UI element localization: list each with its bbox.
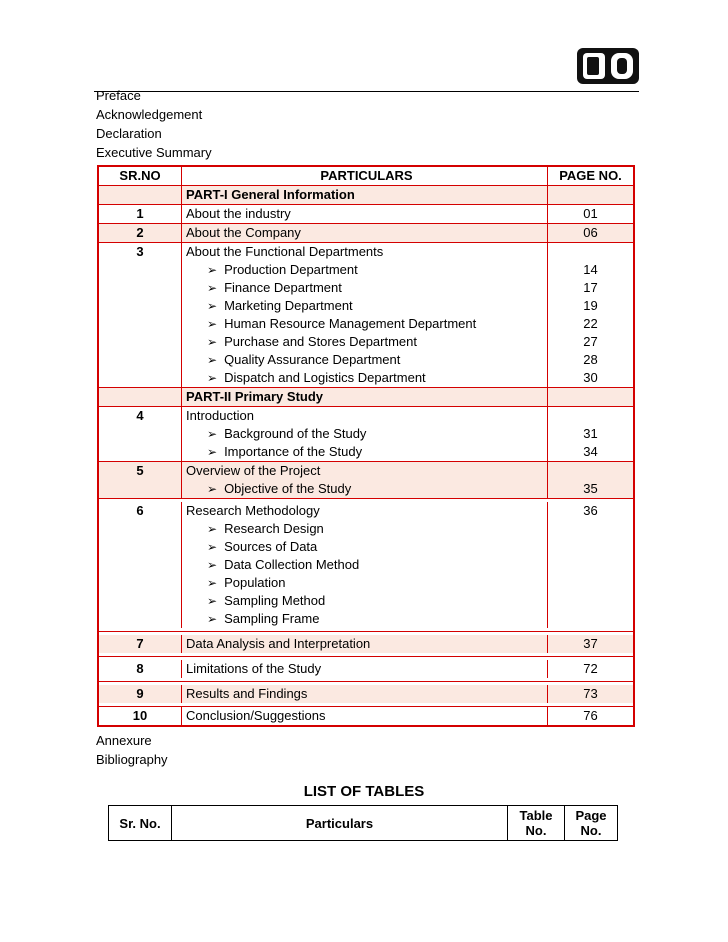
page-number: 28 bbox=[583, 352, 598, 367]
row-page bbox=[548, 407, 633, 461]
row-page bbox=[548, 388, 633, 406]
srno-text bbox=[99, 186, 181, 204]
back-matter-item: Bibliography bbox=[96, 752, 168, 767]
list-of-tables bbox=[108, 805, 618, 841]
sub-item: ➢ Quality Assurance Department bbox=[186, 351, 547, 369]
row-srno bbox=[99, 660, 182, 678]
back-matter-list bbox=[96, 733, 168, 771]
row-particulars bbox=[182, 186, 548, 204]
row-page bbox=[548, 186, 633, 204]
srno-text bbox=[99, 388, 181, 406]
front-matter-list bbox=[96, 88, 212, 164]
page-number: 19 bbox=[583, 298, 598, 313]
section-title: PART-I General Information bbox=[186, 187, 355, 202]
front-matter-item: Preface bbox=[96, 88, 141, 103]
section-title: Research Methodology bbox=[186, 503, 320, 518]
page-number: 31 bbox=[583, 426, 598, 441]
row-particulars bbox=[182, 243, 548, 387]
row-page bbox=[548, 243, 633, 387]
contents-row bbox=[99, 657, 633, 682]
row-page bbox=[548, 502, 633, 628]
contents-row bbox=[99, 462, 633, 499]
page-number: 17 bbox=[583, 280, 598, 295]
row-srno bbox=[99, 224, 182, 242]
row-srno bbox=[99, 502, 182, 628]
row-srno bbox=[99, 635, 182, 653]
front-matter-item: Declaration bbox=[96, 126, 162, 141]
page-number bbox=[548, 243, 633, 261]
page-number: 76 bbox=[583, 708, 598, 723]
row-srno bbox=[99, 243, 182, 387]
row-particulars bbox=[182, 635, 548, 653]
section-title: Overview of the Project bbox=[186, 463, 321, 478]
sub-item: ➢ Human Resource Management Department bbox=[186, 315, 547, 333]
sub-item: ➢ Population bbox=[186, 574, 547, 592]
sub-item: ➢ Dispatch and Logistics Department bbox=[186, 369, 547, 387]
page-number bbox=[548, 407, 633, 425]
sub-item: ➢ Sampling Method bbox=[186, 592, 547, 610]
page-number bbox=[548, 556, 633, 574]
row-particulars bbox=[182, 205, 548, 223]
header-page: PAGE NO. bbox=[559, 168, 622, 183]
page-number: 72 bbox=[583, 661, 598, 676]
sub-item: ➢ Research Design bbox=[186, 520, 547, 538]
sub-item: ➢ Sampling Frame bbox=[186, 610, 547, 628]
row-page bbox=[548, 224, 633, 242]
header-srno: SR.NO bbox=[99, 167, 182, 185]
srno-text: 5 bbox=[136, 463, 144, 478]
page-number: 30 bbox=[583, 370, 598, 385]
front-matter-item: Acknowledgement bbox=[96, 107, 203, 122]
srno-text: 8 bbox=[136, 661, 144, 676]
row-srno bbox=[99, 707, 182, 725]
srno-text: 7 bbox=[136, 636, 144, 651]
lot-header-page: Page No. bbox=[565, 806, 618, 841]
section-title: About the industry bbox=[186, 206, 291, 221]
page-number: 35 bbox=[583, 481, 598, 496]
row-page bbox=[548, 660, 633, 678]
row-srno bbox=[99, 685, 182, 703]
row-page bbox=[548, 205, 633, 223]
sub-item: ➢ Data Collection Method bbox=[186, 556, 547, 574]
row-particulars bbox=[182, 685, 548, 703]
srno-text: 3 bbox=[136, 244, 144, 259]
row-particulars bbox=[182, 407, 548, 461]
sub-item: ➢ Sources of Data bbox=[186, 538, 547, 556]
page-number bbox=[548, 610, 633, 628]
srno-text: 2 bbox=[136, 225, 144, 240]
sub-item: ➢ Importance of the Study bbox=[186, 443, 547, 461]
list-of-tables-header bbox=[109, 806, 618, 841]
row-particulars bbox=[182, 707, 548, 725]
contents-row bbox=[99, 186, 633, 205]
contents-table bbox=[97, 165, 635, 727]
contents-row bbox=[99, 707, 633, 725]
sub-item: ➢ Background of the Study bbox=[186, 425, 547, 443]
row-srno bbox=[99, 407, 182, 461]
row-page bbox=[548, 685, 633, 703]
contents-row bbox=[99, 632, 633, 657]
page-number: 36 bbox=[583, 503, 598, 518]
front-matter-item: Executive Summary bbox=[96, 145, 212, 160]
lot-header-particulars: Particulars bbox=[172, 806, 508, 841]
contents-body bbox=[99, 186, 633, 725]
srno-text: 1 bbox=[136, 206, 144, 221]
section-title: Limitations of the Study bbox=[186, 661, 322, 676]
srno-text: 4 bbox=[136, 408, 144, 423]
page-number bbox=[548, 574, 633, 592]
row-srno bbox=[99, 462, 182, 498]
row-page bbox=[548, 707, 633, 725]
page-number bbox=[548, 592, 633, 610]
page-number: 22 bbox=[583, 316, 598, 331]
sub-item: ➢ Objective of the Study bbox=[186, 480, 547, 498]
page-number: 27 bbox=[583, 334, 598, 349]
section-title: PART-II Primary Study bbox=[186, 389, 324, 404]
list-of-tables-title: LIST OF TABLES bbox=[303, 783, 425, 800]
page-number bbox=[548, 186, 633, 204]
page-number bbox=[548, 462, 633, 480]
page-number bbox=[548, 538, 633, 556]
page-number: 73 bbox=[583, 686, 598, 701]
back-matter-item: Annexure bbox=[96, 733, 152, 748]
page-number: 14 bbox=[583, 262, 598, 277]
contents-row bbox=[99, 224, 633, 243]
contents-row bbox=[99, 407, 633, 462]
sub-item: ➢ Finance Department bbox=[186, 279, 547, 297]
row-particulars bbox=[182, 224, 548, 242]
sub-item: ➢ Marketing Department bbox=[186, 297, 547, 315]
company-logo bbox=[575, 45, 641, 87]
contents-row bbox=[99, 388, 633, 407]
contents-row bbox=[99, 243, 633, 388]
row-srno bbox=[99, 205, 182, 223]
row-srno bbox=[99, 388, 182, 406]
contents-header-row bbox=[99, 167, 633, 186]
row-particulars bbox=[182, 388, 548, 406]
section-title: Introduction bbox=[186, 408, 254, 423]
sub-item: ➢ Production Department bbox=[186, 261, 547, 279]
lot-header-table: Table No. bbox=[508, 806, 565, 841]
section-title: About the Company bbox=[186, 225, 301, 240]
page-number: 34 bbox=[583, 444, 598, 459]
contents-row bbox=[99, 499, 633, 632]
srno-text: 10 bbox=[132, 708, 148, 723]
lot-header-srno: Sr. No. bbox=[109, 806, 172, 841]
header-particulars: PARTICULARS bbox=[182, 167, 548, 185]
section-title: About the Functional Departments bbox=[186, 244, 384, 259]
srno-text: 9 bbox=[136, 686, 144, 701]
page-number bbox=[548, 520, 633, 538]
page-number: 37 bbox=[583, 636, 598, 651]
contents-row bbox=[99, 682, 633, 707]
page-number: 06 bbox=[583, 225, 598, 240]
row-particulars bbox=[182, 462, 548, 498]
row-page bbox=[548, 635, 633, 653]
page-number: 01 bbox=[583, 206, 598, 221]
contents-row bbox=[99, 205, 633, 224]
row-srno bbox=[99, 186, 182, 204]
page-number bbox=[548, 388, 633, 406]
row-particulars bbox=[182, 502, 548, 628]
row-page bbox=[548, 462, 633, 498]
section-title: Conclusion/Suggestions bbox=[186, 708, 326, 723]
section-title: Results and Findings bbox=[186, 686, 308, 701]
row-particulars bbox=[182, 660, 548, 678]
section-title: Data Analysis and Interpretation bbox=[186, 636, 371, 651]
sub-item: ➢ Purchase and Stores Department bbox=[186, 333, 547, 351]
srno-text: 6 bbox=[136, 503, 144, 518]
